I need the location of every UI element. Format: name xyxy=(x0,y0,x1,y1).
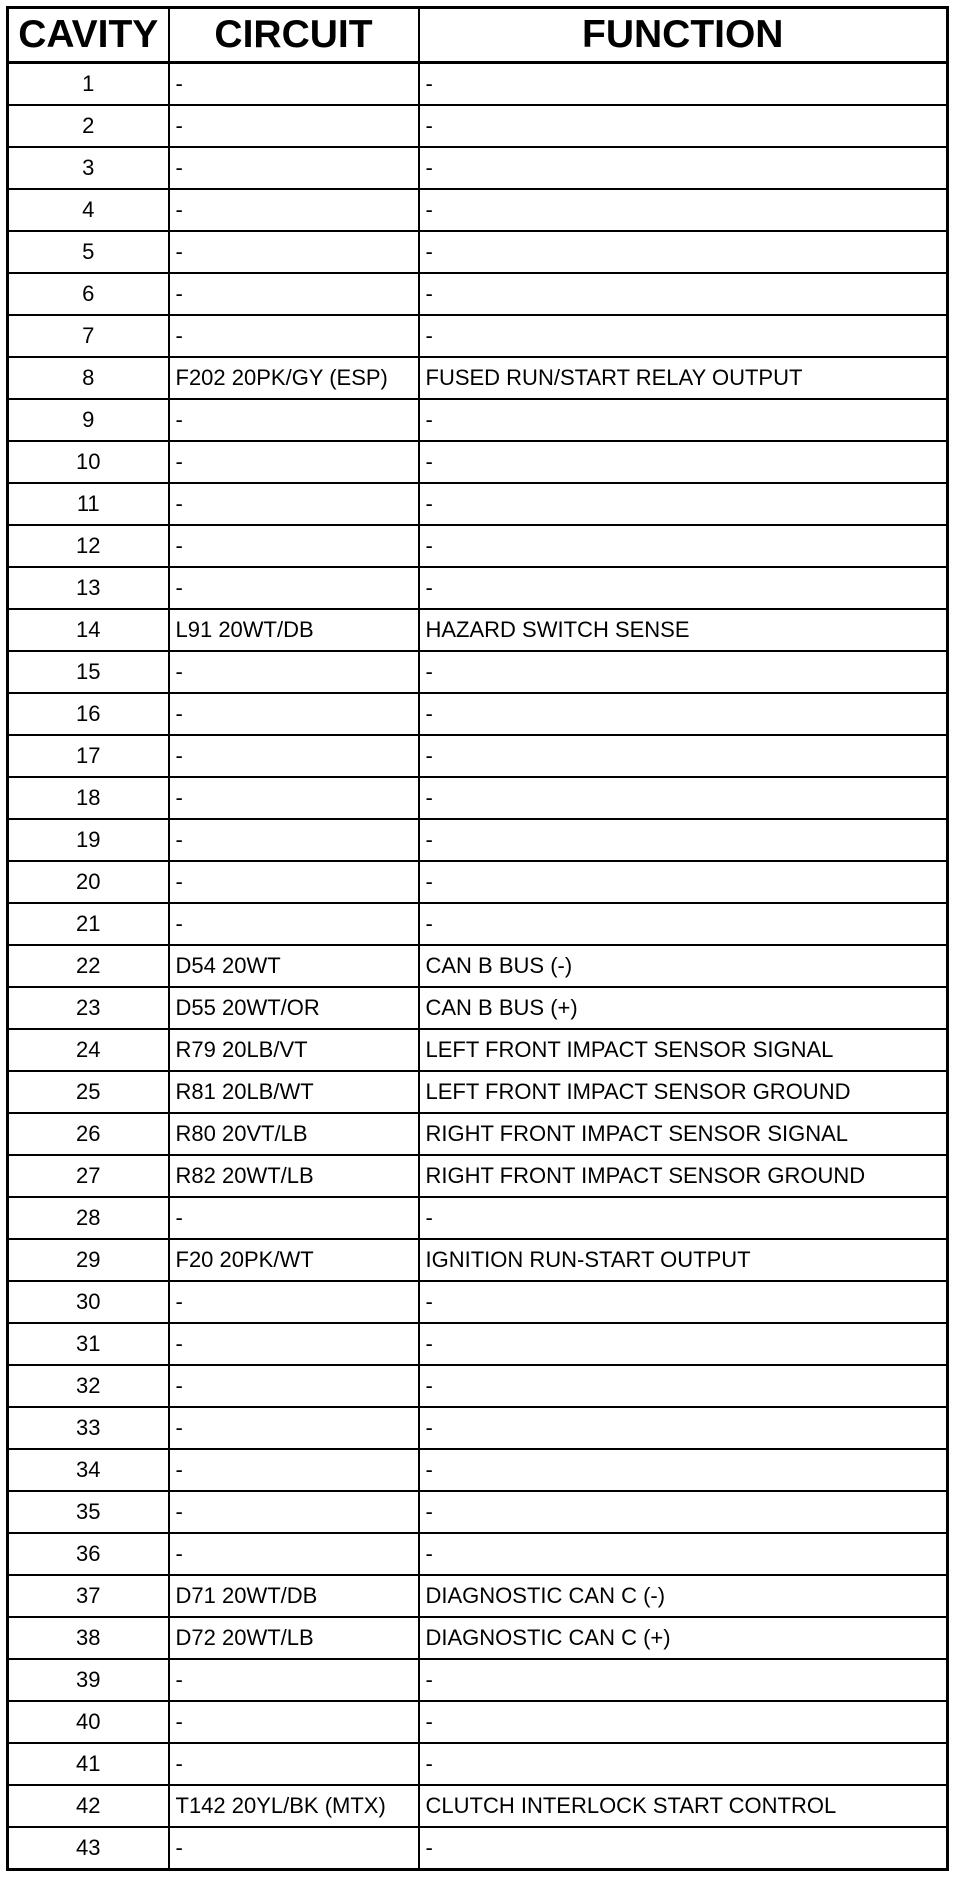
function-cell: - xyxy=(419,399,948,441)
function-cell: - xyxy=(419,651,948,693)
table-row xyxy=(8,1575,948,1617)
table-row xyxy=(8,1323,948,1365)
circuit-cell: T142 20YL/BK (MTX) xyxy=(169,1785,419,1827)
table-row xyxy=(8,1281,948,1323)
table-row xyxy=(8,1785,948,1827)
function-cell: - xyxy=(419,63,948,106)
circuit-cell: - xyxy=(169,1827,419,1870)
table-row xyxy=(8,399,948,441)
circuit-cell: - xyxy=(169,1743,419,1785)
circuit-cell: - xyxy=(169,651,419,693)
table-row xyxy=(8,273,948,315)
circuit-cell: - xyxy=(169,777,419,819)
function-cell: - xyxy=(419,1533,948,1575)
function-cell: IGNITION RUN-START OUTPUT xyxy=(419,1239,948,1281)
cavity-cell: 33 xyxy=(8,1407,169,1449)
cavity-cell: 16 xyxy=(8,693,169,735)
function-cell: - xyxy=(419,525,948,567)
cavity-cell: 13 xyxy=(8,567,169,609)
function-cell: - xyxy=(419,777,948,819)
cavity-cell: 17 xyxy=(8,735,169,777)
table-row xyxy=(8,1617,948,1659)
function-cell: - xyxy=(419,1701,948,1743)
function-cell: - xyxy=(419,861,948,903)
circuit-cell: - xyxy=(169,441,419,483)
cavity-cell: 24 xyxy=(8,1029,169,1071)
function-cell: - xyxy=(419,903,948,945)
circuit-cell: R82 20WT/LB xyxy=(169,1155,419,1197)
table-row xyxy=(8,63,948,106)
cavity-cell: 35 xyxy=(8,1491,169,1533)
circuit-cell: R80 20VT/LB xyxy=(169,1113,419,1155)
circuit-cell: - xyxy=(169,693,419,735)
function-cell: CAN B BUS (-) xyxy=(419,945,948,987)
table-row xyxy=(8,651,948,693)
cavity-cell: 10 xyxy=(8,441,169,483)
table-row xyxy=(8,1113,948,1155)
circuit-cell: F20 20PK/WT xyxy=(169,1239,419,1281)
table-row xyxy=(8,609,948,651)
circuit-cell: - xyxy=(169,1407,419,1449)
table-row xyxy=(8,189,948,231)
circuit-column-header: CIRCUIT xyxy=(169,8,419,63)
circuit-cell: - xyxy=(169,903,419,945)
table-row xyxy=(8,819,948,861)
table-row xyxy=(8,903,948,945)
circuit-cell: - xyxy=(169,861,419,903)
table-row xyxy=(8,315,948,357)
function-cell: - xyxy=(419,1197,948,1239)
cavity-cell: 40 xyxy=(8,1701,169,1743)
cavity-column-header: CAVITY xyxy=(8,8,169,63)
function-cell: CAN B BUS (+) xyxy=(419,987,948,1029)
function-cell: - xyxy=(419,1407,948,1449)
table-row xyxy=(8,693,948,735)
cavity-cell: 30 xyxy=(8,1281,169,1323)
circuit-cell: - xyxy=(169,1365,419,1407)
table-row xyxy=(8,1701,948,1743)
function-cell: LEFT FRONT IMPACT SENSOR SIGNAL xyxy=(419,1029,948,1071)
function-cell: DIAGNOSTIC CAN C (+) xyxy=(419,1617,948,1659)
function-cell: DIAGNOSTIC CAN C (-) xyxy=(419,1575,948,1617)
cavity-cell: 37 xyxy=(8,1575,169,1617)
circuit-cell: - xyxy=(169,315,419,357)
cavity-cell: 23 xyxy=(8,987,169,1029)
circuit-cell: - xyxy=(169,399,419,441)
cavity-cell: 1 xyxy=(8,63,169,106)
cavity-cell: 39 xyxy=(8,1659,169,1701)
cavity-cell: 43 xyxy=(8,1827,169,1870)
circuit-cell: - xyxy=(169,1533,419,1575)
circuit-cell: D72 20WT/LB xyxy=(169,1617,419,1659)
function-cell: - xyxy=(419,1491,948,1533)
cavity-cell: 5 xyxy=(8,231,169,273)
table-row xyxy=(8,1659,948,1701)
circuit-cell: - xyxy=(169,735,419,777)
function-cell: - xyxy=(419,441,948,483)
function-cell: - xyxy=(419,1281,948,1323)
cavity-cell: 4 xyxy=(8,189,169,231)
cavity-cell: 32 xyxy=(8,1365,169,1407)
function-cell: - xyxy=(419,189,948,231)
table-row xyxy=(8,1071,948,1113)
table-row xyxy=(8,441,948,483)
cavity-cell: 42 xyxy=(8,1785,169,1827)
function-cell: - xyxy=(419,231,948,273)
circuit-cell: - xyxy=(169,189,419,231)
circuit-cell: R79 20LB/VT xyxy=(169,1029,419,1071)
circuit-cell: - xyxy=(169,63,419,106)
table-row xyxy=(8,1533,948,1575)
circuit-cell: - xyxy=(169,273,419,315)
cavity-cell: 8 xyxy=(8,357,169,399)
circuit-cell: - xyxy=(169,231,419,273)
connector-pinout-table xyxy=(6,6,949,1871)
function-cell: - xyxy=(419,1323,948,1365)
function-cell: - xyxy=(419,693,948,735)
table-row xyxy=(8,1365,948,1407)
cavity-cell: 38 xyxy=(8,1617,169,1659)
function-cell: - xyxy=(419,1827,948,1870)
cavity-cell: 27 xyxy=(8,1155,169,1197)
table-row xyxy=(8,147,948,189)
table-row xyxy=(8,1155,948,1197)
cavity-cell: 22 xyxy=(8,945,169,987)
cavity-cell: 3 xyxy=(8,147,169,189)
circuit-cell: - xyxy=(169,525,419,567)
table-row xyxy=(8,777,948,819)
circuit-cell: D71 20WT/DB xyxy=(169,1575,419,1617)
table-row xyxy=(8,483,948,525)
table-row xyxy=(8,1449,948,1491)
table-row xyxy=(8,1029,948,1071)
function-cell: - xyxy=(419,1365,948,1407)
function-cell: - xyxy=(419,315,948,357)
function-column-header: FUNCTION xyxy=(419,8,948,63)
table-row xyxy=(8,861,948,903)
circuit-cell: - xyxy=(169,1701,419,1743)
table-row xyxy=(8,1197,948,1239)
circuit-cell: D54 20WT xyxy=(169,945,419,987)
function-cell: - xyxy=(419,105,948,147)
circuit-cell: - xyxy=(169,147,419,189)
circuit-cell: - xyxy=(169,819,419,861)
cavity-cell: 36 xyxy=(8,1533,169,1575)
function-cell: - xyxy=(419,273,948,315)
cavity-cell: 41 xyxy=(8,1743,169,1785)
table-row xyxy=(8,1407,948,1449)
cavity-cell: 34 xyxy=(8,1449,169,1491)
circuit-cell: - xyxy=(169,1659,419,1701)
circuit-cell: D55 20WT/OR xyxy=(169,987,419,1029)
function-cell: - xyxy=(419,1449,948,1491)
table-row xyxy=(8,1827,948,1870)
function-cell: - xyxy=(419,1659,948,1701)
cavity-cell: 9 xyxy=(8,399,169,441)
table-row xyxy=(8,231,948,273)
cavity-cell: 12 xyxy=(8,525,169,567)
cavity-cell: 28 xyxy=(8,1197,169,1239)
cavity-cell: 15 xyxy=(8,651,169,693)
circuit-cell: R81 20LB/WT xyxy=(169,1071,419,1113)
cavity-cell: 19 xyxy=(8,819,169,861)
cavity-cell: 11 xyxy=(8,483,169,525)
function-cell: CLUTCH INTERLOCK START CONTROL xyxy=(419,1785,948,1827)
function-cell: - xyxy=(419,1743,948,1785)
circuit-cell: L91 20WT/DB xyxy=(169,609,419,651)
table-row xyxy=(8,735,948,777)
function-cell: HAZARD SWITCH SENSE xyxy=(419,609,948,651)
table-row xyxy=(8,1491,948,1533)
function-cell: LEFT FRONT IMPACT SENSOR GROUND xyxy=(419,1071,948,1113)
cavity-cell: 20 xyxy=(8,861,169,903)
function-cell: - xyxy=(419,567,948,609)
table-body xyxy=(8,63,948,1870)
function-cell: - xyxy=(419,735,948,777)
function-cell: FUSED RUN/START RELAY OUTPUT xyxy=(419,357,948,399)
cavity-cell: 18 xyxy=(8,777,169,819)
table-row xyxy=(8,567,948,609)
cavity-cell: 31 xyxy=(8,1323,169,1365)
table-row xyxy=(8,987,948,1029)
cavity-cell: 25 xyxy=(8,1071,169,1113)
circuit-cell: - xyxy=(169,1281,419,1323)
circuit-cell: - xyxy=(169,567,419,609)
circuit-cell: - xyxy=(169,483,419,525)
function-cell: RIGHT FRONT IMPACT SENSOR GROUND xyxy=(419,1155,948,1197)
cavity-cell: 2 xyxy=(8,105,169,147)
table-row xyxy=(8,357,948,399)
cavity-cell: 6 xyxy=(8,273,169,315)
cavity-cell: 14 xyxy=(8,609,169,651)
function-cell: - xyxy=(419,147,948,189)
function-cell: RIGHT FRONT IMPACT SENSOR SIGNAL xyxy=(419,1113,948,1155)
table-row xyxy=(8,1743,948,1785)
cavity-cell: 21 xyxy=(8,903,169,945)
table-row xyxy=(8,105,948,147)
table-row xyxy=(8,945,948,987)
circuit-cell: - xyxy=(169,1449,419,1491)
circuit-cell: F202 20PK/GY (ESP) xyxy=(169,357,419,399)
circuit-cell: - xyxy=(169,1491,419,1533)
circuit-cell: - xyxy=(169,105,419,147)
table-header xyxy=(8,8,948,63)
circuit-cell: - xyxy=(169,1323,419,1365)
table-row xyxy=(8,1239,948,1281)
header-row xyxy=(8,8,948,63)
table-row xyxy=(8,525,948,567)
cavity-cell: 7 xyxy=(8,315,169,357)
function-cell: - xyxy=(419,483,948,525)
cavity-cell: 29 xyxy=(8,1239,169,1281)
circuit-cell: - xyxy=(169,1197,419,1239)
cavity-cell: 26 xyxy=(8,1113,169,1155)
function-cell: - xyxy=(419,819,948,861)
